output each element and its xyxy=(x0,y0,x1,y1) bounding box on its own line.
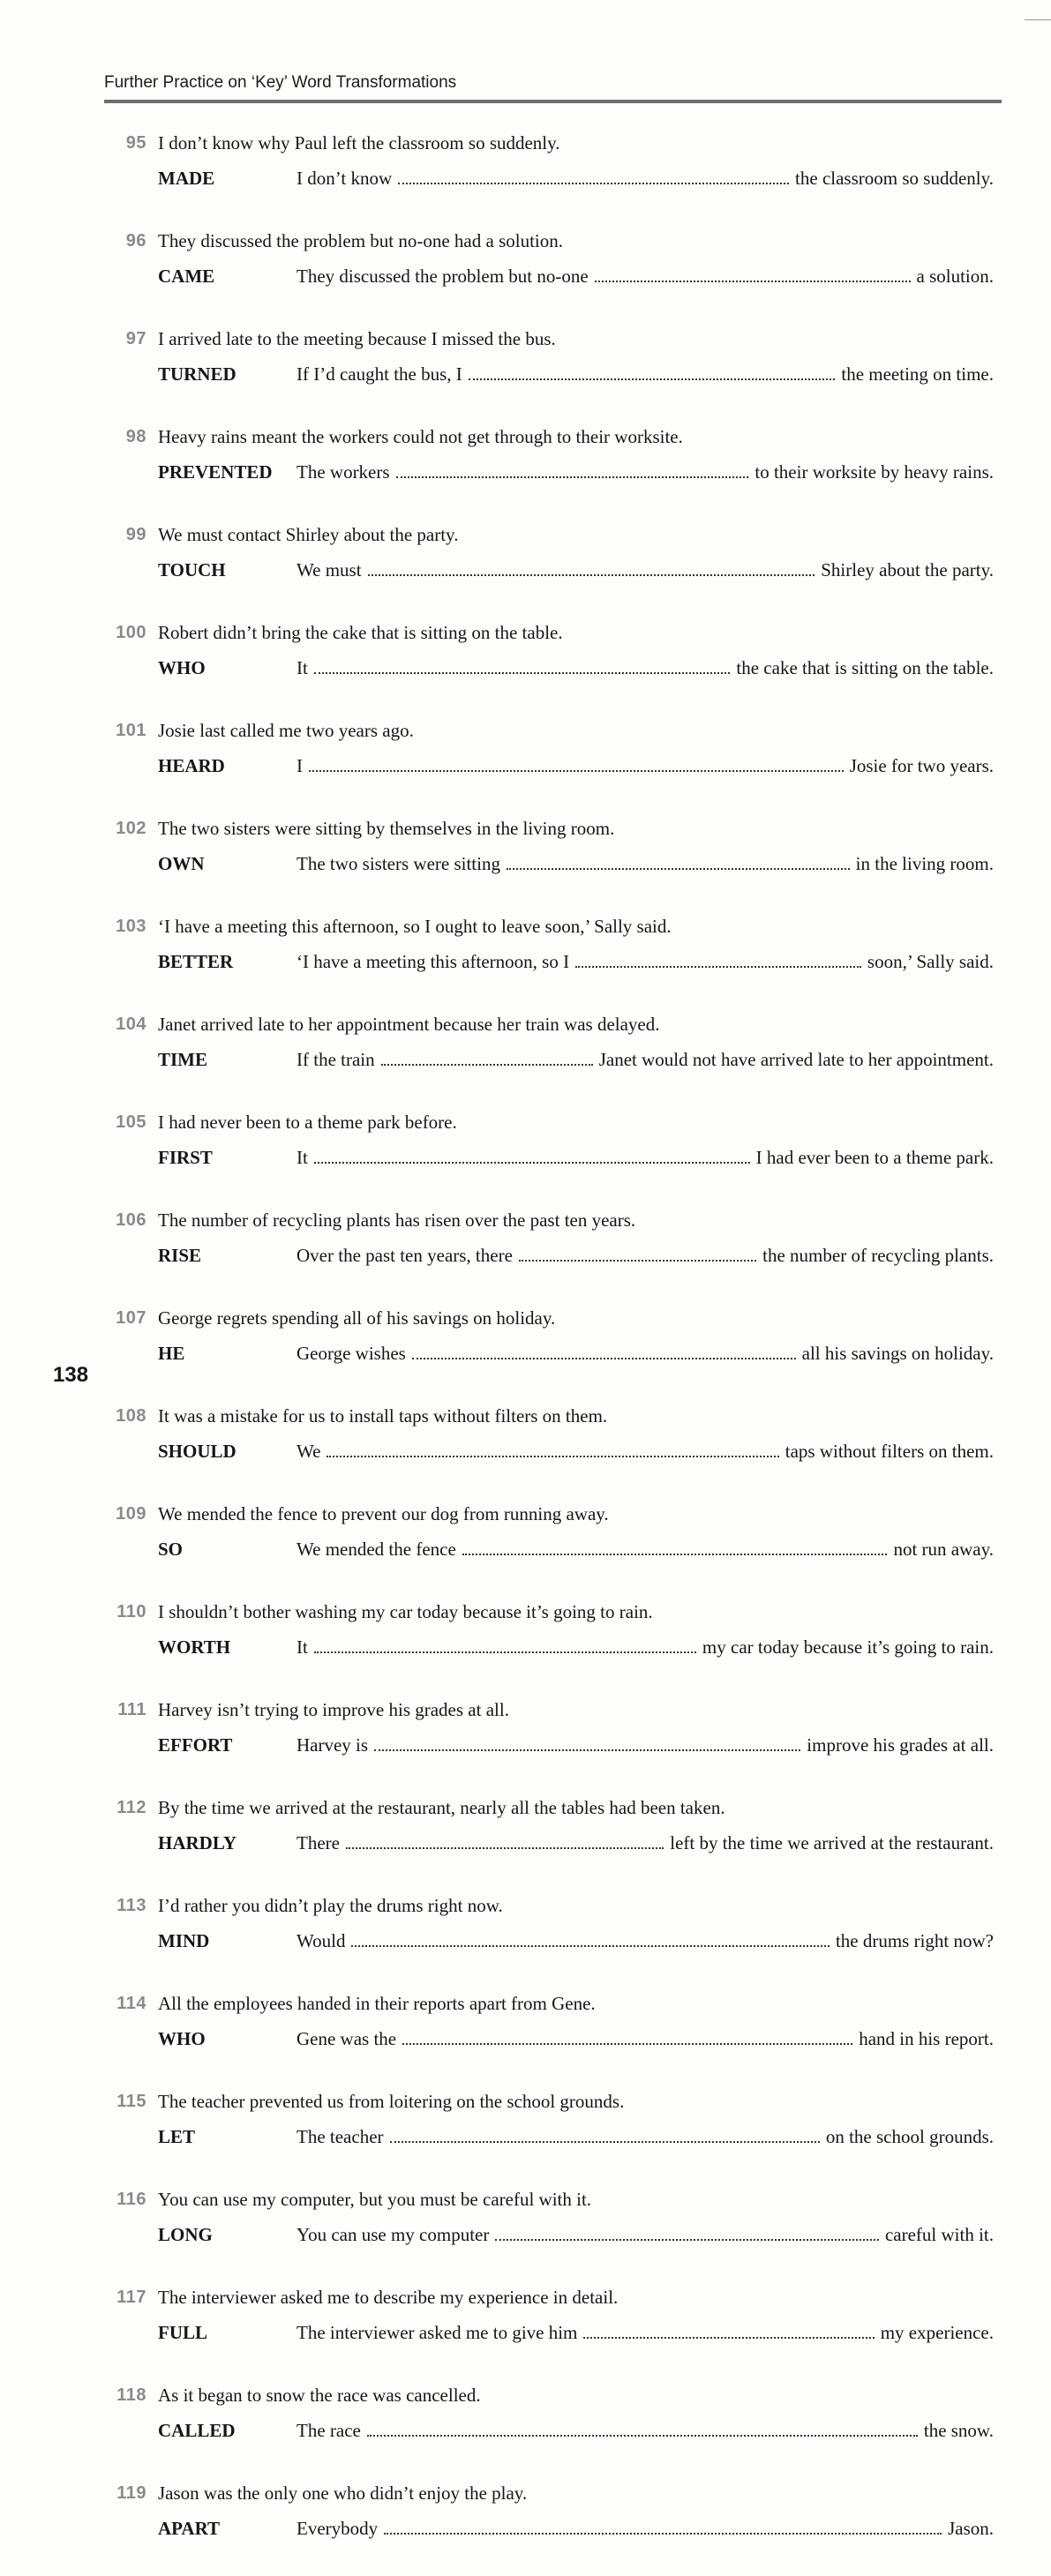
exercise-number: 110 xyxy=(116,1602,146,1621)
gapped-sentence xyxy=(297,2221,994,2248)
gapped-sentence xyxy=(297,1438,994,1464)
sentence-end: left by the time we arrived at the restaurant. xyxy=(670,1832,994,1853)
gapped-sentence xyxy=(297,1144,994,1171)
exercise-item xyxy=(0,1205,1051,1303)
gapped-sentence xyxy=(297,1242,994,1269)
transformation-line xyxy=(158,165,994,191)
key-word: TIME xyxy=(158,1049,208,1070)
header-rule xyxy=(104,100,1002,103)
answer-gap[interactable] xyxy=(396,459,749,478)
gapped-sentence xyxy=(297,1340,994,1367)
exercise-item xyxy=(0,1303,1051,1401)
transformation-line xyxy=(158,1046,994,1073)
exercise-number: 113 xyxy=(116,1896,146,1915)
transformation-line xyxy=(158,1634,994,1660)
answer-gap[interactable] xyxy=(374,1732,800,1751)
gapped-sentence xyxy=(297,1830,994,1856)
exercise-number: 95 xyxy=(125,133,146,153)
original-sentence: Heavy rains meant the workers could not get through to their worksite. xyxy=(158,426,683,447)
exercise-item xyxy=(0,1988,1051,2086)
exercise-number: 112 xyxy=(116,1798,146,1817)
transformation-line xyxy=(158,2319,994,2346)
key-word: CAME xyxy=(158,266,215,287)
key-word: FULL xyxy=(158,2322,208,2343)
answer-gap[interactable] xyxy=(469,361,836,380)
exercise-list xyxy=(0,128,1051,2576)
key-word: HEARD xyxy=(158,755,225,776)
gapped-sentence xyxy=(297,1046,994,1073)
answer-gap[interactable] xyxy=(367,2417,918,2437)
sentence-start: It xyxy=(297,1636,308,1658)
sentence-start: We must xyxy=(297,559,362,580)
answer-gap[interactable] xyxy=(351,1928,829,1947)
exercise-item xyxy=(0,2086,1051,2184)
answer-gap[interactable] xyxy=(507,850,850,870)
answer-gap[interactable] xyxy=(381,1046,593,1066)
sentence-end: my car today because it’s going to rain. xyxy=(702,1636,994,1658)
original-sentence: Robert didn’t bring the cake that is sitting on the table. xyxy=(158,622,563,643)
sentence-end: soon,’ Sally said. xyxy=(867,951,994,972)
key-word: WORTH xyxy=(158,1636,231,1658)
corner-mark xyxy=(1025,19,1051,20)
sentence-end: a solution. xyxy=(916,266,994,287)
exercise-item xyxy=(0,128,1051,226)
exercise-item xyxy=(0,520,1051,618)
sentence-start: ‘I have a meeting this afternoon, so I xyxy=(297,951,570,972)
original-sentence: As it began to snow the race was cancelled. xyxy=(158,2385,481,2406)
answer-gap[interactable] xyxy=(583,2319,874,2339)
answer-gap[interactable] xyxy=(368,557,815,576)
key-word: LONG xyxy=(158,2224,213,2245)
answer-gap[interactable] xyxy=(314,1144,750,1164)
sentence-start: They discussed the problem but no-one xyxy=(297,266,589,287)
page-header: Further Practice on ‘Key’ Word Transformations xyxy=(104,73,457,92)
transformation-line xyxy=(158,753,994,779)
original-sentence: I had never been to a theme park before. xyxy=(158,1112,457,1133)
exercise-item xyxy=(0,2282,1051,2380)
transformation-line xyxy=(158,2026,994,2052)
answer-gap[interactable] xyxy=(402,2026,852,2045)
original-sentence: Harvey isn’t trying to improve his grades at all. xyxy=(158,1699,509,1720)
original-sentence: You can use my computer, but you must be careful with it. xyxy=(158,2189,592,2210)
key-word: SO xyxy=(158,1539,184,1560)
exercise-item xyxy=(0,1499,1051,1597)
sentence-end: the meeting on time. xyxy=(841,363,994,385)
sentence-end: on the school grounds. xyxy=(825,2126,994,2147)
answer-gap[interactable] xyxy=(595,263,911,282)
key-word: APART xyxy=(158,2518,221,2539)
exercise-number: 108 xyxy=(116,1406,146,1426)
exercise-number: 103 xyxy=(116,917,146,936)
sentence-start: If I’d caught the bus, I xyxy=(297,363,462,385)
transformation-line xyxy=(158,1242,994,1269)
sentence-end: I had ever been to a theme park. xyxy=(755,1147,994,1168)
sentence-start: I don’t know xyxy=(297,168,393,189)
exercise-item xyxy=(0,226,1051,324)
sentence-start: We mended the fence xyxy=(297,1539,456,1560)
original-sentence: I’d rather you didn’t play the drums right now. xyxy=(158,1895,503,1916)
original-sentence: I arrived late to the meeting because I missed the bus. xyxy=(158,328,556,349)
key-word: TOUCH xyxy=(158,559,226,580)
sentence-end: the cake that is sitting on the table. xyxy=(736,657,994,678)
sentence-start: Over the past ten years, there xyxy=(297,1245,513,1266)
sentence-start: If the train xyxy=(297,1049,375,1070)
transformation-line xyxy=(158,2515,994,2542)
key-word: MIND xyxy=(158,1930,210,1951)
original-sentence: The teacher prevented us from loitering on the school grounds. xyxy=(158,2091,625,2112)
sentence-end: Jason. xyxy=(948,2518,994,2539)
original-sentence: George regrets spending all of his savings on holiday. xyxy=(158,1307,556,1329)
answer-gap[interactable] xyxy=(390,2123,820,2143)
transformation-line xyxy=(158,459,994,485)
original-sentence: The number of recycling plants has risen over the past ten years. xyxy=(158,1209,636,1231)
exercise-item xyxy=(0,715,1051,813)
exercise-number: 116 xyxy=(116,2190,146,2209)
answer-gap[interactable] xyxy=(575,948,861,968)
sentence-start: There xyxy=(297,1832,340,1853)
exercise-item xyxy=(0,2184,1051,2282)
transformation-line xyxy=(158,1438,994,1464)
answer-gap[interactable] xyxy=(412,1340,796,1359)
sentence-end: the drums right now? xyxy=(835,1930,994,1951)
key-word: RISE xyxy=(158,1245,202,1266)
gapped-sentence xyxy=(297,1634,994,1660)
gapped-sentence xyxy=(297,948,994,975)
gapped-sentence xyxy=(297,165,994,191)
answer-gap[interactable] xyxy=(314,655,731,674)
sentence-end: hand in his report. xyxy=(859,2028,994,2049)
sentence-start: George wishes xyxy=(297,1343,406,1364)
exercise-item xyxy=(0,1793,1051,1891)
transformation-line xyxy=(158,1144,994,1171)
original-sentence: The interviewer asked me to describe my experience in detail. xyxy=(158,2287,619,2308)
transformation-line xyxy=(158,361,994,387)
exercise-item xyxy=(0,2478,1051,2576)
sentence-end: not run away. xyxy=(893,1539,994,1560)
gapped-sentence xyxy=(297,2123,994,2150)
transformation-line xyxy=(158,1928,994,1954)
gapped-sentence xyxy=(297,2026,994,2052)
sentence-end: in the living room. xyxy=(855,853,994,874)
sentence-start: I xyxy=(297,755,303,776)
answer-gap[interactable] xyxy=(398,165,789,184)
key-word: TURNED xyxy=(158,363,236,385)
sentence-start: The race xyxy=(297,2420,361,2441)
original-sentence: The two sisters were sitting by themselves in the living room. xyxy=(158,818,615,839)
exercise-item xyxy=(0,324,1051,422)
sentence-start: Everybody xyxy=(297,2518,379,2539)
transformation-line xyxy=(158,655,994,681)
transformation-line xyxy=(158,1830,994,1856)
page-number: 138 xyxy=(53,1363,89,1387)
key-word: CALLED xyxy=(158,2420,236,2441)
sentence-start: You can use my computer xyxy=(297,2224,490,2245)
sentence-start: Would xyxy=(297,1930,346,1951)
exercise-number: 115 xyxy=(116,2092,146,2111)
exercise-item xyxy=(0,422,1051,520)
answer-gap[interactable] xyxy=(346,1830,664,1849)
sentence-end: improve his grades at all. xyxy=(807,1734,994,1756)
gapped-sentence xyxy=(297,2515,994,2542)
exercise-item xyxy=(0,1009,1051,1107)
original-sentence: We mended the fence to prevent our dog from running away. xyxy=(158,1503,609,1524)
answer-gap[interactable] xyxy=(309,753,844,772)
sentence-start: Harvey is xyxy=(297,1734,369,1756)
transformation-line xyxy=(158,2123,994,2150)
exercise-number: 117 xyxy=(116,2288,146,2307)
gapped-sentence xyxy=(297,459,994,485)
sentence-end: my experience. xyxy=(880,2322,994,2343)
exercise-number: 107 xyxy=(116,1308,146,1328)
original-sentence: ‘I have a meeting this afternoon, so I ought to leave soon,’ Sally said. xyxy=(158,916,672,937)
sentence-start: The workers xyxy=(297,461,390,483)
sentence-end: to their worksite by heavy rains. xyxy=(754,461,994,483)
exercise-item xyxy=(0,618,1051,715)
original-sentence: We must contact Shirley about the party. xyxy=(158,524,459,545)
key-word: OWN xyxy=(158,853,205,874)
exercise-number: 111 xyxy=(117,1700,146,1719)
sentence-start: The two sisters were sitting xyxy=(297,853,500,874)
key-word: LET xyxy=(158,2126,196,2147)
exercise-number: 102 xyxy=(116,819,146,838)
original-sentence: Jason was the only one who didn’t enjoy the play. xyxy=(158,2482,528,2504)
exercise-number: 101 xyxy=(116,721,146,740)
answer-gap[interactable] xyxy=(327,1438,778,1457)
sentence-end: Josie for two years. xyxy=(849,755,994,776)
exercise-number: 114 xyxy=(116,1994,146,2013)
answer-gap[interactable] xyxy=(314,1634,696,1653)
original-sentence: I shouldn’t bother washing my car today because it’s going to rain. xyxy=(158,1601,653,1622)
exercise-number: 106 xyxy=(116,1210,146,1230)
answer-gap[interactable] xyxy=(384,2515,942,2535)
gapped-sentence xyxy=(297,557,994,583)
gapped-sentence xyxy=(297,850,994,877)
transformation-line xyxy=(158,263,994,289)
exercise-number: 119 xyxy=(116,2483,146,2503)
transformation-line xyxy=(158,557,994,583)
exercise-number: 109 xyxy=(116,1504,146,1524)
sentence-end: the snow. xyxy=(923,2420,994,2441)
gapped-sentence xyxy=(297,2319,994,2346)
exercise-number: 98 xyxy=(125,427,146,446)
sentence-end: Shirley about the party. xyxy=(821,559,994,580)
exercise-item xyxy=(0,911,1051,1009)
gapped-sentence xyxy=(297,263,994,289)
exercise-number: 118 xyxy=(116,2385,146,2405)
sentence-end: taps without filters on them. xyxy=(784,1441,994,1462)
original-sentence: They discussed the problem but no-one had a solution. xyxy=(158,230,563,251)
key-word: MADE xyxy=(158,168,215,189)
transformation-line xyxy=(158,2221,994,2248)
exercise-item xyxy=(0,1891,1051,1988)
exercise-number: 96 xyxy=(125,231,146,251)
gapped-sentence xyxy=(297,1928,994,1954)
exercise-item xyxy=(0,1597,1051,1695)
answer-gap[interactable] xyxy=(495,2221,879,2241)
transformation-line xyxy=(158,1732,994,1758)
original-sentence: By the time we arrived at the restaurant, nearly all the tables had been taken. xyxy=(158,1797,725,1818)
exercise-number: 99 xyxy=(125,525,146,544)
key-word: BETTER xyxy=(158,951,234,972)
key-word: HE xyxy=(158,1343,185,1364)
gapped-sentence xyxy=(297,1732,994,1758)
exercise-item xyxy=(0,813,1051,911)
gapped-sentence xyxy=(297,655,994,681)
transformation-line xyxy=(158,1340,994,1367)
key-word: PREVENTED xyxy=(158,461,273,483)
exercise-number: 104 xyxy=(116,1015,146,1034)
exercise-item xyxy=(0,1401,1051,1499)
gapped-sentence xyxy=(297,2417,994,2444)
transformation-line xyxy=(158,948,994,975)
key-word: FIRST xyxy=(158,1147,213,1168)
answer-gap[interactable] xyxy=(519,1242,756,1262)
sentence-start: It xyxy=(297,1147,308,1168)
transformation-line xyxy=(158,1536,994,1562)
exercise-item xyxy=(0,1695,1051,1793)
exercise-number: 97 xyxy=(125,329,146,348)
gapped-sentence xyxy=(297,1536,994,1562)
sentence-end: all his savings on holiday. xyxy=(801,1343,994,1364)
sentence-end: careful with it. xyxy=(884,2224,994,2245)
exercise-number: 105 xyxy=(116,1112,146,1132)
key-word: HARDLY xyxy=(158,1832,237,1853)
original-sentence: Janet arrived late to her appointment because her train was delayed. xyxy=(158,1014,660,1035)
sentence-end: Janet would not have arrived late to her appointment. xyxy=(598,1049,994,1070)
exercise-number: 100 xyxy=(116,623,146,642)
key-word: SHOULD xyxy=(158,1441,236,1462)
gapped-sentence xyxy=(297,753,994,779)
key-word: WHO xyxy=(158,657,206,678)
sentence-start: It xyxy=(297,657,308,678)
transformation-line xyxy=(158,2417,994,2444)
answer-gap[interactable] xyxy=(462,1536,888,1555)
exercise-item xyxy=(0,2380,1051,2478)
original-sentence: It was a mistake for us to install taps without filters on them. xyxy=(158,1405,608,1427)
gapped-sentence xyxy=(297,361,994,387)
transformation-line xyxy=(158,850,994,877)
sentence-end: the classroom so suddenly. xyxy=(795,168,994,189)
original-sentence: I don’t know why Paul left the classroom so suddenly. xyxy=(158,132,560,154)
sentence-end: the number of recycling plants. xyxy=(762,1245,994,1266)
original-sentence: All the employees handed in their reports apart from Gene. xyxy=(158,1993,596,2014)
sentence-start: We xyxy=(297,1441,321,1462)
original-sentence: Josie last called me two years ago. xyxy=(158,720,414,741)
sentence-start: The teacher xyxy=(297,2126,384,2147)
key-word: WHO xyxy=(158,2028,206,2049)
key-word: EFFORT xyxy=(158,1734,233,1756)
exercise-item xyxy=(0,1107,1051,1205)
sentence-start: The interviewer asked me to give him xyxy=(297,2322,578,2343)
sentence-start: Gene was the xyxy=(297,2028,397,2049)
